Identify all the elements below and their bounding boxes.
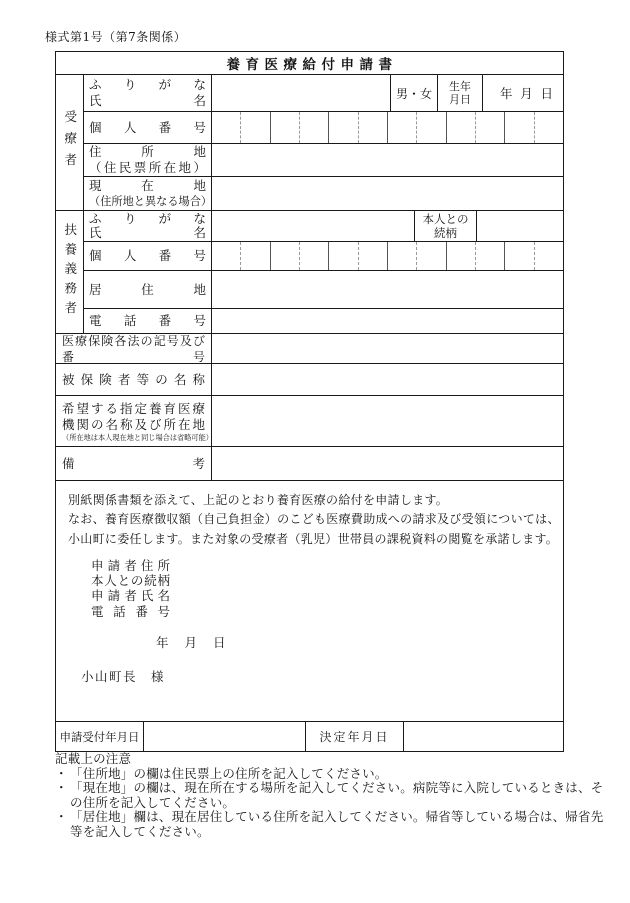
recipient-personal-number-row (84, 111, 563, 143)
facility-row (56, 395, 563, 446)
remarks-label-cell (56, 447, 212, 480)
decided-date-blank-cell (404, 722, 563, 751)
remarks-row (56, 446, 563, 480)
bullet-marker: ・ (55, 809, 68, 825)
note-bullet (55, 767, 611, 782)
recipient-name-label-cell (84, 75, 212, 111)
guardian-phone-label-cell (84, 309, 212, 333)
remarks-label: 備考 (62, 455, 205, 471)
declaration-line3: 小山町に委任します。また対象の受療者（乳児）世帯員の課税資料の閲覧を承諾します。 (68, 531, 559, 546)
guardian-name-row (84, 211, 563, 241)
declaration-line2: なお、養育医療徴収額（自己負担金）のこども医療費助成への請求及び受領については、 (68, 512, 560, 527)
guardian-phone-blank-cell (212, 309, 563, 333)
number-cell (504, 242, 533, 270)
number-cell (387, 242, 416, 270)
number-cell (328, 112, 357, 143)
applicant-phone-label: 電話番号 (91, 603, 170, 619)
recipient-furigana-label: ふりがな (89, 77, 206, 92)
note-line: 等を記入してください。 (70, 823, 210, 839)
recipient-name-row (84, 75, 563, 111)
residence-label: 居住地 (89, 281, 206, 297)
personal-number-label: 個人番号 (89, 119, 206, 135)
guardian-phone-row (84, 308, 563, 333)
note-bullet (55, 781, 611, 810)
number-cell (358, 112, 387, 143)
number-cell (387, 112, 416, 143)
number-cell (534, 242, 563, 270)
guardian-side-label-cell (56, 211, 84, 333)
phone-label: 電話番号 (89, 313, 206, 328)
insured-blank-cell (212, 364, 563, 395)
number-cell (240, 242, 269, 270)
insured-name-row (56, 363, 563, 395)
form-title: 養育医療給付申請書 (226, 57, 398, 73)
facility-label-cell (56, 396, 212, 446)
recipient-birthdate-label-cell (438, 75, 483, 111)
bullet-marker: ・ (55, 780, 68, 796)
office-use-row (56, 721, 563, 751)
recipient-current-address-row (84, 176, 563, 210)
guardian-name-label-cell (84, 211, 212, 241)
insurance-blank-cell (212, 334, 563, 363)
guardian-name-blank-cell (212, 211, 415, 241)
year-label: 年 (156, 634, 169, 650)
remarks-blank-cell (212, 447, 563, 480)
received-date-blank-cell (144, 722, 306, 751)
number-cell (212, 242, 240, 270)
recipient-personal-number-grid (212, 112, 563, 143)
number-cell (475, 112, 504, 143)
application-date-line (156, 633, 276, 651)
personal-number-label: 個人番号 (89, 248, 206, 263)
notes-heading: 記載上の注意 (55, 751, 132, 766)
note-line: 「住所地」の欄は住民票上の住所を記入してください。 (70, 765, 388, 781)
number-cell (270, 242, 299, 270)
birthdate-label-line1: 生年 (449, 80, 471, 93)
recipient-sex-cell: 男・女 (391, 75, 438, 111)
recipient-name-blank-cell (212, 75, 391, 111)
day-label: 日 (213, 634, 226, 650)
birthdate-label-line2: 月日 (449, 93, 471, 106)
guardian-residence-row (84, 270, 563, 308)
notes-section (55, 752, 611, 840)
form-number: 様式第1号（第7条関係） (45, 30, 187, 44)
number-cell (358, 242, 387, 270)
applicant-relation-label: 本人との続柄 (91, 573, 170, 589)
number-cell (299, 242, 328, 270)
declaration-line1: 別紙関係書類を添えて、上記のとおり養育医療の給付を申請します。 (68, 493, 449, 507)
applicant-address-label: 申請者住所 (91, 557, 170, 573)
recipient-address-label-cell (84, 144, 212, 176)
received-date-label: 申請受付年月日 (56, 722, 144, 751)
facility-label-line2: 機関の名称及び所在地 (62, 416, 205, 432)
applicant-fields (91, 558, 558, 619)
number-cell (504, 112, 533, 143)
number-cell (416, 112, 445, 143)
insurance-label-cell (56, 334, 212, 363)
insured-label-cell (56, 364, 212, 395)
guardian-personal-number-grid (212, 242, 563, 270)
address-label: 住所地 (89, 144, 206, 159)
recipient-personal-number-label-cell (84, 112, 212, 143)
addressee-line: 小山町長 様 (81, 668, 166, 684)
recipient-section (56, 74, 563, 210)
note-line: 「現在地」の欄は、現在所在する場所を記入してください。病院等に入院しているときは、そ (70, 780, 604, 796)
relation-label-line1: 本人との (422, 212, 469, 226)
guardian-section (56, 210, 563, 333)
guardian-relation-blank-cell (477, 211, 563, 241)
insurance-row (56, 333, 563, 363)
note-line: の住所を記入してください。 (70, 794, 236, 810)
bullet-marker: ・ (55, 765, 68, 781)
insurance-label: 医療保険各法の記号及び番号 (62, 333, 205, 364)
number-cell (240, 112, 269, 143)
recipient-side-label: 受療者 (62, 110, 78, 175)
day-label: 日 (540, 86, 553, 101)
recipient-name-label: 氏名 (89, 93, 206, 108)
facility-note: （所在地は本人現在地と同じ場合は省略可能） (62, 432, 213, 442)
number-cell (475, 242, 504, 270)
recipient-address-blank-cell (212, 144, 563, 176)
number-cell (534, 112, 563, 143)
number-cell (446, 112, 475, 143)
month-label: 月 (184, 634, 198, 650)
recipient-current-blank-cell (212, 177, 563, 210)
guardian-residence-blank-cell (212, 271, 563, 308)
number-cell (212, 112, 240, 143)
recipient-address-row (84, 143, 563, 176)
facility-blank-cell (212, 396, 563, 446)
note-line: 「居住地」欄は、現在居住している住所を記入してください。帰省等している場合は、帰省先 (70, 809, 604, 825)
year-label: 年 (500, 86, 513, 101)
month-label: 月 (520, 86, 533, 101)
number-cell (416, 242, 445, 270)
facility-label-line1: 希望する指定養育医療 (62, 400, 205, 416)
number-cell (328, 242, 357, 270)
recipient-side-label-cell (56, 75, 84, 210)
number-cell (446, 242, 475, 270)
address-note: （住民票所在地） (89, 160, 206, 175)
guardian-side-label: 扶養義務者 (62, 223, 78, 321)
decided-date-label: 決定年月日 (306, 722, 404, 751)
guardian-furigana-label: ふりがな (89, 211, 206, 226)
current-address-note: （住所地と異なる場合） (89, 195, 213, 208)
recipient-current-label-cell (84, 177, 212, 210)
guardian-residence-label-cell (84, 271, 212, 308)
guardian-relation-label-cell (415, 211, 477, 241)
relation-label-line2: 続柄 (434, 226, 457, 240)
application-table (55, 51, 564, 752)
guardian-name-label: 氏名 (89, 225, 206, 240)
applicant-name-label: 申請者氏名 (91, 588, 170, 604)
guardian-personal-number-label-cell (84, 242, 212, 270)
insured-label: 被保険者等の名称 (62, 371, 205, 387)
declaration-block (56, 480, 563, 721)
recipient-birthdate-blank-cell (483, 75, 563, 111)
note-bullet (55, 810, 611, 839)
current-address-label: 現在地 (89, 178, 206, 193)
guardian-personal-number-row (84, 241, 563, 270)
number-cell (270, 112, 299, 143)
number-cell (299, 112, 328, 143)
